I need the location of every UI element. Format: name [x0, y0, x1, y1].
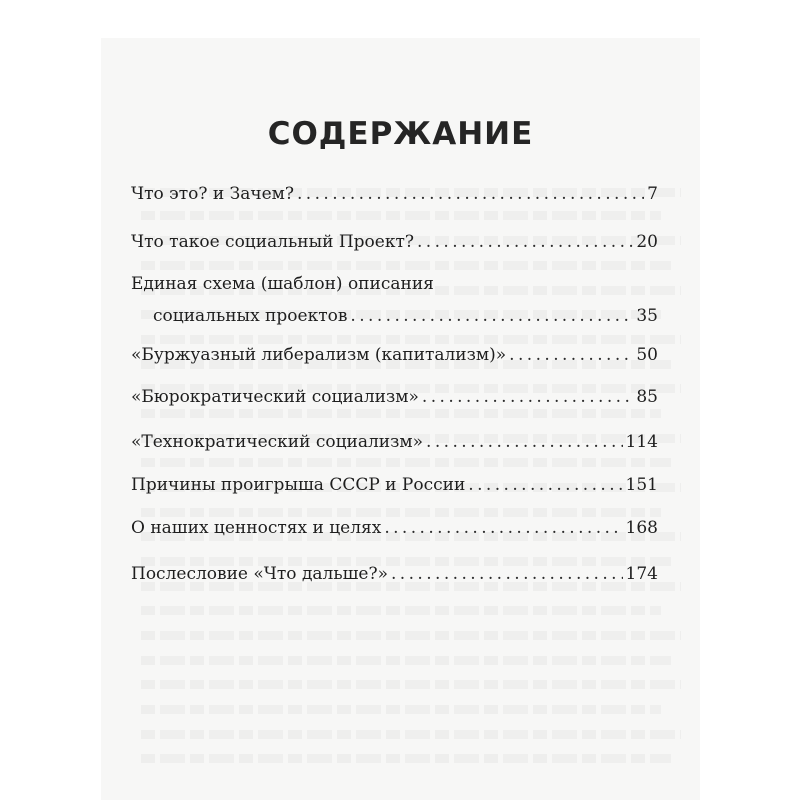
toc-leader-dots: [509, 344, 633, 366]
toc-page-number: 50: [636, 345, 658, 365]
page-title: СОДЕРЖАНИЕ: [267, 116, 534, 152]
toc-entry-label: Единая схема (шаблон) описания: [131, 274, 434, 294]
toc-page-number: 20: [636, 232, 658, 252]
toc-page-number: 174: [625, 564, 658, 584]
toc-entry-label: Послесловие «Что дальше?»: [131, 564, 388, 584]
toc-entry: [131, 474, 658, 496]
reverse-page-bleed-through: [101, 38, 700, 800]
toc-page-number: 168: [625, 518, 658, 538]
toc-entry-label: «Бюрократический социализм»: [131, 387, 419, 407]
toc-leader-dots: [384, 517, 622, 539]
toc-entry: [131, 431, 658, 453]
toc-leader-dots: [350, 305, 633, 327]
toc-entry-label: О наших ценностях и целях: [131, 518, 382, 538]
toc-entry-label: Что это? и Зачем?: [131, 184, 294, 204]
book-page: [101, 38, 700, 800]
toc-entry: [131, 231, 658, 253]
toc-page-number: 7: [647, 184, 658, 204]
toc-entry: [131, 386, 658, 408]
toc-leader-dots: [297, 183, 644, 205]
toc-leader-dots: [391, 563, 623, 585]
toc-entry: [131, 563, 658, 585]
toc-leader-dots: [468, 474, 622, 496]
toc-entry-label: Причины проигрыша СССР и России: [131, 475, 466, 495]
toc-page-number: 85: [636, 387, 658, 407]
toc-entry: [131, 183, 658, 205]
toc-entry: [131, 517, 658, 539]
toc-entry-label-continuation: социальных проектов: [153, 306, 348, 326]
toc-page-number: 35: [636, 306, 658, 326]
toc-entry-label: «Технократический социализм»: [131, 432, 424, 452]
toc-leader-dots: [422, 386, 633, 408]
toc-leader-dots: [417, 231, 633, 253]
toc-page-number: 151: [625, 475, 658, 495]
toc-entry: [131, 273, 658, 327]
toc-entry-label: «Буржуазный либерализм (капитализм)»: [131, 345, 507, 365]
toc-page-number: 114: [625, 432, 658, 452]
toc-entry: [131, 344, 658, 366]
toc-entry-label: Что такое социальный Проект?: [131, 232, 414, 252]
toc-leader-dots: [426, 431, 623, 453]
